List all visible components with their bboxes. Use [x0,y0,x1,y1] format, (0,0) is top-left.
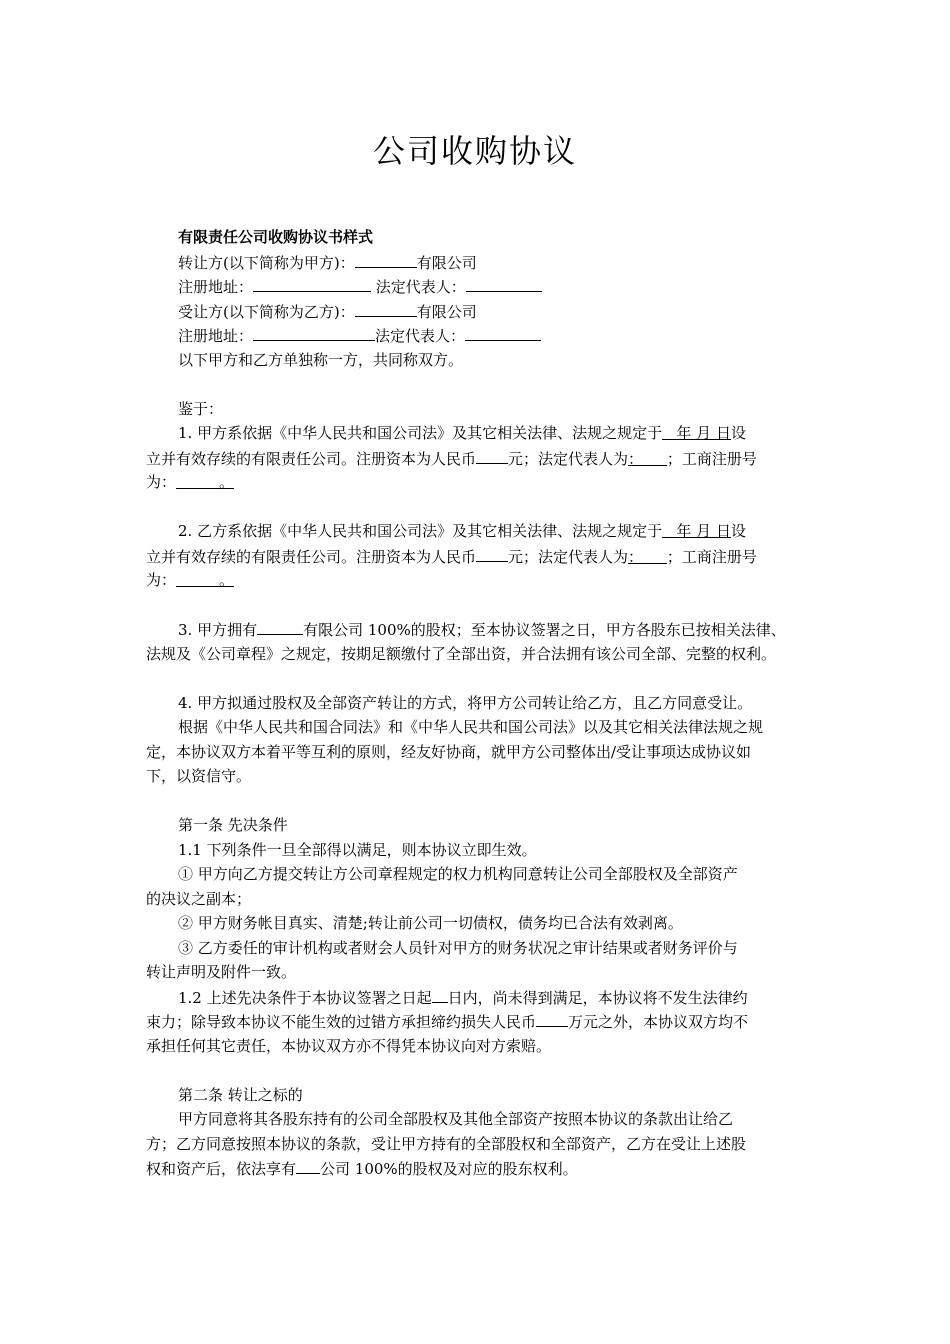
whereas-heading: 鉴于： [178,399,224,418]
blank-field [476,446,508,464]
date-blank: 年 月 日 [676,522,731,540]
blank-field [432,985,448,1003]
clause-1-1: 1.1 下列条件一旦全部得以满足，则本协议立即生效。 [178,840,537,859]
recital-1-line-1: 1. 甲方系依据《中华人民共和国公司法》及其它相关法律、法规之规定于 年 月 日设 [178,424,746,442]
blank-field [296,1156,320,1174]
blank-field [466,274,542,292]
clause-1-2-line-2: 束力；除导致本协议不能生效的过错方承担缔约损失人民币 万元之外，本协议双方均不 [146,1009,810,1034]
clause-1-2-line-1: 1.2 上述先决条件于本协议签署之日起 日内，尚未得到满足，本协议将不发生法律约 [146,985,810,1010]
clause-1-2-line-3: 承担任何其它责任，本协议双方亦不得凭本协议向对方索赔。 [146,1036,552,1055]
article-2-line-1: 甲方同意将其各股东持有的公司全部股权及其他全部资产按照本协议的条款出让给乙 [178,1110,734,1128]
blank-field [355,299,417,317]
blank-field [465,323,541,341]
document-title: 公司收购协议 [372,132,577,170]
date-blank: 年 月 日 [676,424,731,442]
reg-no-blank: 。 [218,473,234,491]
blank-field [253,274,371,292]
recital-2-line-2: 立并有效存续的有限责任公司。注册资本为人民币 元；法定代表人为： ；工商注册号 [146,544,810,569]
blank-field [476,544,508,562]
rep-blank: ： [628,449,644,468]
reg-no-blank: 。 [218,571,234,589]
article-2-heading: 第二条 转让之标的 [178,1085,303,1104]
recital-2-line-3: 为： 。 [146,571,234,589]
condition-3-line-1: ③ 乙方委任的审计机构或者财会人员针对甲方的财务状况之审计结果或者财务评价与 [178,938,738,957]
recital-3-line-1: 3. 甲方拥有 有限公司 100%的股权；至本协议签署之日，甲方各股东已按相关法律、 [146,617,810,642]
condition-1-line-2: 的决议之副本； [146,889,252,908]
transferor-address-line: 注册地址： 法定代表人： [146,274,810,299]
article-2-line-2: 方；乙方同意按照本协议的条款，受让甲方持有的全部股权和全部资产，乙方在受让上述股 [146,1134,747,1153]
condition-3-line-2: 转让声明及附件一致。 [146,963,297,981]
recital-3-line-2: 法规及《公司章程》之规定，按期足额缴付了全部出资，并合法拥有该公司全部、完整的权利。 [146,644,777,663]
condition-2: ② 甲方财务帐目真实、清楚;转让前公司一切债权，债务均已合法有效剥离。 [178,914,683,932]
article-1-heading: 第一条 先决条件 [178,816,288,834]
rep-blank: ： [628,547,644,566]
transferee-line: 受让方(以下简称为乙方)： 有限公司 [146,299,810,324]
blank-field [355,250,417,268]
blank-field [536,1009,568,1027]
blank-field [253,323,375,341]
article-2-line-3: 权和资产后，依法享有 公司 100%的股权及对应的股东权利。 [146,1156,810,1181]
recital-5-line-1: 根据《中华人民共和国合同法》和《中华人民共和国公司法》以及其它相关法律法规之规 [178,718,764,736]
blank-field [257,617,303,635]
subtitle: 有限责任公司收购协议书样式 [178,228,374,246]
recital-2-line-1: 2. 乙方系依据《中华人民共和国公司法》及其它相关法律、法规之规定于 年 月 日设 [178,522,746,540]
recital-5-line-2: 定，本协议双方本着平等互利的原则，经友好协商，就甲方公司整体出/受让事项达成协议如 [146,742,752,761]
parties-note: 以下甲方和乙方单独称一方，共同称双方。 [178,350,464,369]
transferee-address-line: 注册地址： 法定代表人： [146,323,810,348]
recital-5-line-3: 下，以资信守。 [146,767,252,785]
condition-1-line-1: ① 甲方向乙方提交转让方公司章程规定的权力机构同意转让公司全部股权及全部资产 [178,865,738,883]
recital-1-line-2: 立并有效存续的有限责任公司。注册资本为人民币 元；法定代表人为： ；工商注册号 [146,446,810,471]
transferor-line: 转让方(以下简称为甲方)： 有限公司 [146,250,810,275]
document-body [146,225,810,1181]
recital-1-line-3: 为： 。 [146,473,234,491]
recital-4: 4. 甲方拟通过股权及全部资产转让的方式，将甲方公司转让给乙方，且乙方同意受让。 [178,693,753,712]
